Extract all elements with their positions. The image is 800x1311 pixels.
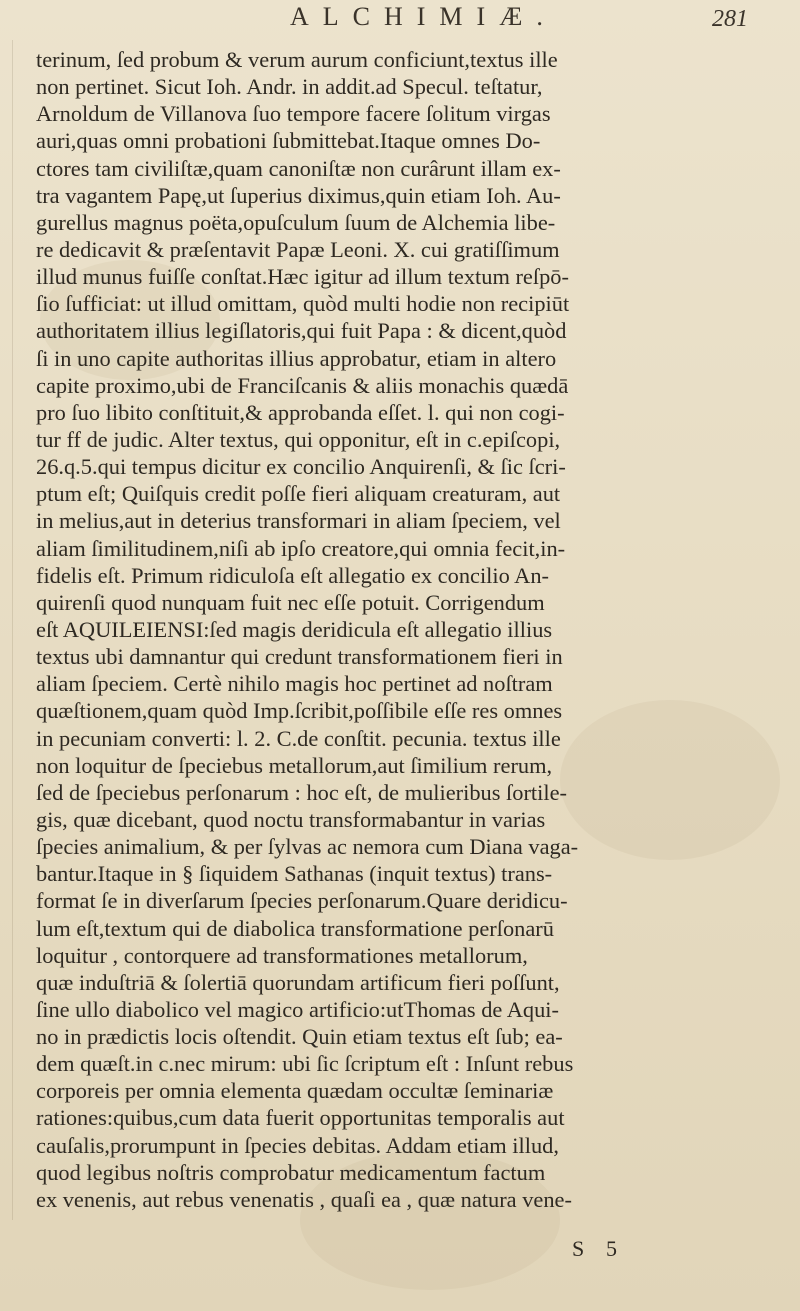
text-line: ſio ſufficiat: ut illud omittam, quòd multi hodie non recipiūt — [36, 291, 570, 317]
inner-margin-shadow — [12, 40, 13, 1220]
text-line: re dedicavit & præſentavit Papæ Leoni. X. cui gratiſſimum — [36, 236, 560, 262]
signature-mark — [550, 1236, 750, 1264]
text-line: Arnoldum de Villanova ſuo tempore facere ſolitum virgas — [36, 101, 551, 127]
text-line: capite proximo,ubi de Franciſcanis & aliis monachis quædā — [36, 372, 569, 398]
text-line: non pertinet. Sicut Ioh. Andr. in addit.ad Specul. teſtatur, — [36, 74, 543, 100]
text-line: ſpecies animalium, & per ſylvas ac nemora cum Diana vaga- — [36, 834, 579, 860]
text-line: 26.q.5.qui tempus dicitur ex concilio Anquirenſi, & ſic ſcri- — [36, 454, 566, 480]
text-line: fidelis eſt. Primum ridiculoſa eſt allegatio ex concilio An- — [36, 562, 549, 588]
text-line: illud munus fuiſſe conſtat.Hæc igitur ad illum textum reſpō- — [36, 264, 569, 290]
text-line: tra vagantem Papę,ut ſuperius diximus,quin etiam Ioh. Au- — [36, 182, 561, 208]
text-line: format ſe in diverſarum ſpecies perſonarum.Quare deridicu- — [36, 888, 568, 914]
text-line: ctores tam civiliſtæ,quam canoniſtæ non curârunt illam ex- — [36, 155, 561, 181]
signature-number: 5 — [606, 1236, 617, 1261]
main-text — [36, 46, 780, 1213]
running-head — [0, 2, 800, 38]
running-title: ALCHIMIÆ. — [290, 2, 557, 31]
text-line: quirenſi quod nunquam fuit nec eſſe potuit. Corrigendum — [36, 589, 545, 615]
text-line: ptum eſt; Quiſquis credit poſſe fieri aliquam creaturam, aut — [36, 481, 561, 507]
text-line: eſt AQUILEIENSI:ſed magis deridicula eſt allegatio illius — [36, 616, 553, 642]
text-line: quæ induſtriā & ſolertiā quorundam artificum fieri poſſunt, — [36, 969, 560, 995]
text-line: ſi in uno capite authoritas illius approbatur, etiam in altero — [36, 345, 557, 371]
text-line: in melius,aut in deterius transformari in aliam ſpeciem, vel — [36, 508, 561, 534]
text-line: tur ff de judic. Alter textus, qui opponitur, eſt in c.epiſcopi, — [36, 426, 561, 452]
text-line: quod legibus noſtris comprobatur medicamentum factum — [36, 1159, 546, 1185]
text-line: gis, quæ dicebant, quod noctu transformabantur in varias — [36, 806, 546, 832]
text-line: ſed de ſpeciebus perſonarum : hoc eſt, de mulieribus ſortile- — [36, 779, 567, 805]
text-line: corporeis per omnia elementa quædam occultæ ſeminariæ — [36, 1078, 554, 1104]
text-line: dem quæſt.in c.nec mirum: ubi ſic ſcriptum eſt : Inſunt rebus — [36, 1051, 574, 1077]
page-number: 281 — [712, 6, 748, 32]
text-line: rationes:quibus,cum data fuerit opportunitas temporalis aut — [36, 1105, 565, 1131]
text-line: auri,quas omni probationi ſubmittebat.Itaque omnes Do- — [36, 128, 541, 154]
text-line: ſine ullo diabolico vel magico artificio:utThomas de Aqui- — [36, 996, 559, 1022]
text-line: lum eſt,textum qui de diabolica transformatione perſonarū — [36, 915, 554, 941]
text-line: non loquitur de ſpeciebus metallorum,aut ſimilium rerum, — [36, 752, 553, 778]
text-line: textus ubi damnantur qui credunt transformationem fieri in — [36, 644, 563, 670]
text-line: cauſalis,prorumpunt in ſpecies debitas. Addam etiam illud, — [36, 1132, 559, 1158]
text-line: ex venenis, aut rebus venenatis , quaſi ea , quæ natura vene- — [36, 1186, 572, 1212]
signature-letter: S — [572, 1236, 585, 1261]
text-line: in pecuniam converti: l. 2. C.de conſtit. pecunia. textus ille — [36, 725, 561, 751]
text-line: gurellus magnus poëta,opuſculum ſuum de Alchemia libe- — [36, 209, 556, 235]
text-line: aliam ſpeciem. Certè nihilo magis hoc pertinet ad noſtram — [36, 671, 553, 697]
text-line: pro ſuo libito conſtituit,& approbanda eſſet. l. qui non cogi- — [36, 399, 565, 425]
text-line: quæſtionem,quam quòd Imp.ſcribit,poſſibile eſſe res omnes — [36, 698, 563, 724]
text-line: bantur.Itaque in § ſiquidem Sathanas (inquit textus) trans- — [36, 861, 553, 887]
text-line: terinum, ſed probum & verum aurum conficiunt,textus ille — [36, 47, 558, 72]
text-line: aliam ſimilitudinem,niſi ab ipſo creatore,qui omnia fecit,in- — [36, 535, 566, 561]
text-line: no in prædictis locis oſtendit. Quin etiam textus eſt ſub; ea- — [36, 1024, 563, 1050]
text-line: loquitur , contorquere ad transformationes metallorum, — [36, 942, 528, 968]
text-line: authoritatem illius legiſlatoris,qui fuit Papa : & dicent,quòd — [36, 318, 567, 344]
